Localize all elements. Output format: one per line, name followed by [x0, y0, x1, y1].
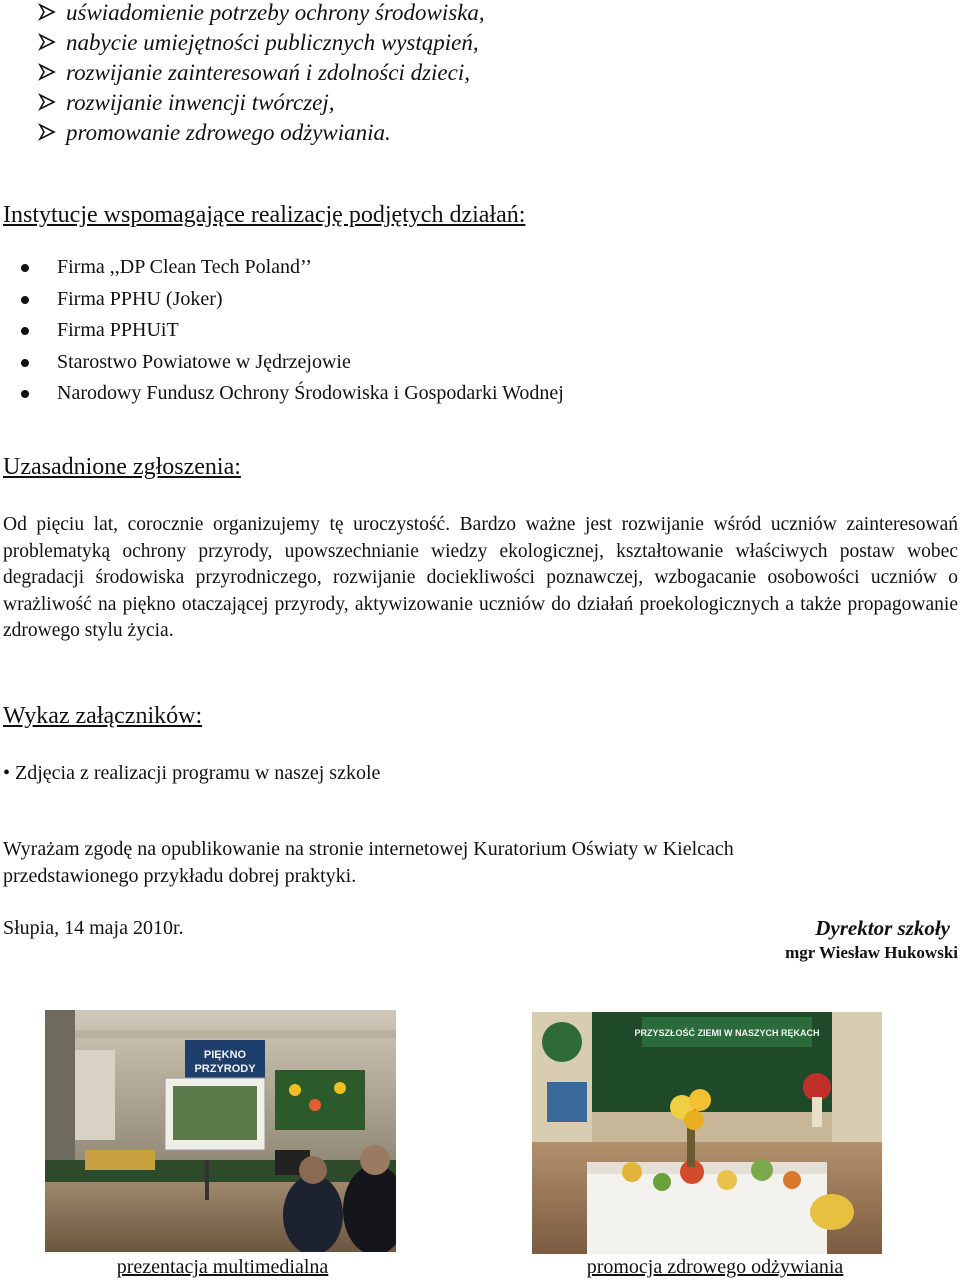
goal-text: rozwijanie inwencji twórczej, — [66, 90, 335, 115]
consent-line-2: przedstawionego przykładu dobrej praktyki. — [3, 865, 357, 887]
photo-caption: prezentacja multimedialna — [116, 1256, 329, 1278]
attachment-item: • Zdjęcia z realizacji programu w naszej szkole — [3, 762, 381, 784]
institution-name: Firma ,,DP Clean Tech Poland’’ — [57, 256, 312, 278]
healthy-eating-photo-image — [532, 1012, 882, 1254]
banner-text: PIĘKNO — [203, 1049, 247, 1061]
goal-text: uświadomienie potrzeby ochrony środowiska, — [66, 0, 485, 25]
bullet-dot-icon — [21, 390, 29, 398]
bullet-dot-icon — [21, 327, 29, 335]
institutions-heading: Instytucje wspomagające realizację podjętych działań: — [3, 202, 526, 228]
goal-text: nabycie umiejętności publicznych wystąpień, — [66, 30, 479, 55]
arrow-bullet-icon — [38, 63, 56, 81]
list-item — [0, 317, 960, 349]
bullet-dot-icon — [21, 264, 29, 272]
photo-caption: promocja zdrowego odżywiania — [586, 1256, 844, 1278]
banner-text: PRZYRODY — [194, 1063, 256, 1075]
goal-item — [0, 120, 960, 150]
list-item — [0, 349, 960, 381]
institution-name: Narodowy Fundusz Ochrony Środowiska i Gospodarki Wodnej — [57, 382, 564, 404]
justification-heading: Uzasadnione zgłoszenia: — [3, 454, 241, 480]
goal-text: rozwijanie zainteresowań i zdolności dzieci, — [66, 60, 470, 85]
banner-text: PRZYSZŁOŚĆ ZIEMI W NASZYCH RĘKACH — [634, 1028, 820, 1038]
photo-presentation — [45, 1010, 396, 1252]
consent-line-1: Wyrażam zgodę na opublikowanie na stronie internetowej Kuratorium Oświaty w Kielcach — [3, 838, 734, 860]
list-item — [0, 380, 960, 412]
presentation-photo-image — [45, 1010, 396, 1252]
arrow-bullet-icon — [38, 3, 56, 21]
goal-item — [0, 90, 960, 120]
arrow-bullet-icon — [38, 93, 56, 111]
arrow-bullet-icon — [38, 33, 56, 51]
goal-item — [0, 30, 960, 60]
signature-title: Dyrektor szkoły — [815, 916, 950, 940]
goal-text: promowanie zdrowego odżywiania. — [66, 120, 391, 145]
institution-name: Starostwo Powiatowe w Jędrzejowie — [57, 350, 351, 373]
place-date: Słupia, 14 maja 2010r. — [3, 917, 184, 939]
goal-item — [0, 0, 960, 30]
signature-name: mgr Wiesław Hukowski — [785, 943, 958, 962]
goals-list — [0, 0, 960, 150]
institution-name: Firma PPHU (Joker) — [57, 287, 223, 310]
justification-text: Od pięciu lat, corocznie organizujemy tę uroczystość. Bardzo ważne jest rozwijanie wśród uczniów zainteresowań problematyką ochrony przyrody, upowszechnianie wiedzy ekologicznej, kształtowanie właściwych postaw wobec degradacji środowiska przyrodniczego, rozwijanie dociekliwości poznawczej, wzbogacanie osobowości uczniów o wrażliwość na piękno otaczającej przyrody, aktywizowanie uczniów do działań proekologicznych a także propagowanie zdrowego stylu życia. — [3, 514, 958, 641]
institution-name: Firma PPHUiT — [57, 319, 179, 341]
arrow-bullet-icon — [38, 123, 56, 141]
bullet-dot-icon — [21, 296, 29, 304]
list-item — [0, 254, 960, 286]
goal-item — [0, 60, 960, 90]
list-item — [0, 286, 960, 318]
photo-healthy-eating — [532, 1012, 882, 1254]
bullet-dot-icon — [21, 359, 29, 367]
institutions-list — [0, 254, 960, 412]
attachments-heading: Wykaz załączników: — [3, 703, 203, 729]
